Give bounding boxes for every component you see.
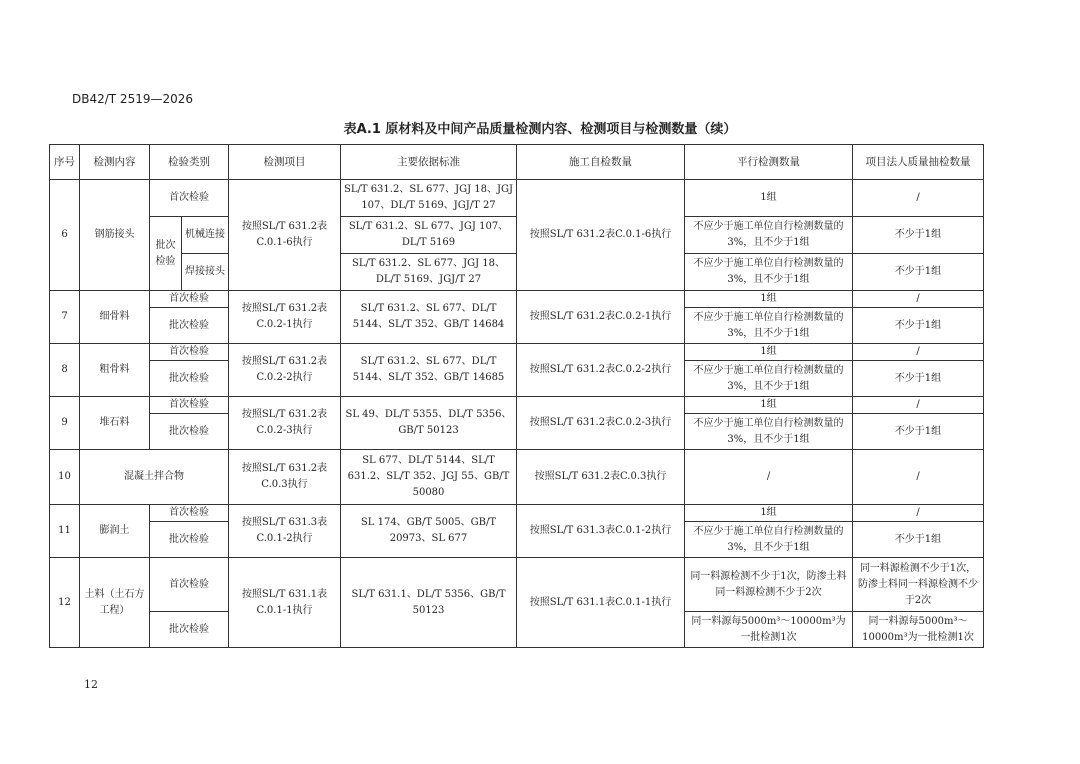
- item-cell: 按照SL/T 631.3表C.0.1-2执行: [229, 505, 341, 558]
- item-cell: 按照SL/T 631.1表C.0.1-1执行: [229, 558, 341, 648]
- parallel-cell: 同一料源每5000m³～10000m³为一批检测1次: [685, 612, 853, 648]
- standard-cell: SL/T 631.2、SL 677、JGJ 18、DL/T 5169、JGJ/T 27: [341, 254, 517, 291]
- content-cell: 土料（土石方工程）: [80, 558, 150, 648]
- seq-cell: 11: [50, 505, 80, 558]
- table-title: 表A.1 原材料及中间产品质量检测内容、检测项目与检测数量（续）: [343, 122, 737, 137]
- self-check-cell: 按照SL/T 631.1表C.0.1-1执行: [517, 558, 685, 648]
- col-header-seq: 序号: [50, 145, 80, 180]
- table-row: [50, 397, 984, 414]
- parallel-cell: 1组: [685, 344, 853, 361]
- type-cell: 批次检验: [150, 308, 229, 344]
- parallel-cell: 不应少于施工单位自行检测数量的3%，且不少于1组: [685, 414, 853, 450]
- content-cell: 膨润土: [80, 505, 150, 558]
- type-cell: 批次检验: [150, 361, 229, 397]
- type-cell: 批次检验: [150, 522, 229, 558]
- parallel-cell: 1组: [685, 291, 853, 308]
- seq-cell: 9: [50, 397, 80, 450]
- col-header-standard: 主要依据标准: [341, 145, 517, 180]
- col-header-type: 检验类别: [150, 145, 229, 180]
- standard-cell: SL 49、DL/T 5355、DL/T 5356、GB/T 50123: [341, 397, 517, 450]
- item-cell: 按照SL/T 631.2表C.0.3执行: [229, 450, 341, 505]
- seq-cell: 10: [50, 450, 80, 505]
- type-cell: 首次检验: [150, 558, 229, 612]
- self-check-cell: 按照SL/T 631.2表C.0.2-3执行: [517, 397, 685, 450]
- owner-cell: 同一料源每5000m³～10000m³为一批检测1次: [853, 612, 984, 648]
- col-header-parallel: 平行检测数量: [685, 145, 853, 180]
- owner-cell: /: [853, 505, 984, 522]
- content-cell: 混凝土拌合物: [80, 450, 229, 505]
- parallel-cell: 1组: [685, 397, 853, 414]
- owner-cell: /: [853, 344, 984, 361]
- owner-cell: 同一料源检测不少于1次，防渗土料同一料源检测不少于2次: [853, 558, 984, 612]
- seq-cell: 8: [50, 344, 80, 397]
- standard-cell: SL 677、DL/T 5144、SL/T 631.2、SL/T 352、JGJ 55、GB/T 50080: [341, 450, 517, 505]
- header-row: [50, 145, 984, 180]
- type-cell: 首次检验: [150, 180, 229, 217]
- parallel-cell: 同一料源检测不少于1次，防渗土料同一料源检测不少于2次: [685, 558, 853, 612]
- standard-cell: SL/T 631.2、SL 677、JGJ 107、DL/T 5169: [341, 217, 517, 254]
- type-cell: 首次检验: [150, 397, 229, 414]
- owner-cell: 不少于1组: [853, 361, 984, 397]
- content-cell: 堆石料: [80, 397, 150, 450]
- parallel-cell: 不应少于施工单位自行检测数量的3%，且不少于1组: [685, 217, 853, 254]
- type-cell: 首次检验: [150, 291, 229, 308]
- owner-cell: 不少于1组: [853, 308, 984, 344]
- parallel-cell: 不应少于施工单位自行检测数量的3%，且不少于1组: [685, 522, 853, 558]
- table-row: [50, 180, 984, 217]
- standard-cell: SL 174、GB/T 5005、GB/T 20973、SL 677: [341, 505, 517, 558]
- col-header-owner: 项目法人质量抽检数量: [853, 145, 984, 180]
- content-cell: 细骨料: [80, 291, 150, 344]
- parallel-cell: 不应少于施工单位自行检测数量的3%，且不少于1组: [685, 254, 853, 291]
- content-cell: 粗骨料: [80, 344, 150, 397]
- owner-cell: 不少于1组: [853, 254, 984, 291]
- item-cell: 按照SL/T 631.2表C.0.1-6执行: [229, 180, 341, 291]
- owner-cell: 不少于1组: [853, 522, 984, 558]
- parallel-cell: 1组: [685, 180, 853, 217]
- owner-cell: /: [853, 397, 984, 414]
- owner-cell: /: [853, 291, 984, 308]
- content-cell: 钢筋接头: [80, 180, 150, 291]
- parallel-cell: 不应少于施工单位自行检测数量的3%，且不少于1组: [685, 361, 853, 397]
- type-cell: 批次检验: [150, 414, 229, 450]
- table-row: [50, 450, 984, 505]
- inspection-table: [49, 144, 984, 648]
- subtype-cell: 机械连接: [182, 217, 229, 254]
- self-check-cell: 按照SL/T 631.2表C.0.2-2执行: [517, 344, 685, 397]
- table-row: [50, 505, 984, 522]
- type-cell: 首次检验: [150, 505, 229, 522]
- standard-cell: SL/T 631.2、SL 677、DL/T 5144、SL/T 352、GB/T 14684: [341, 291, 517, 344]
- owner-cell: 不少于1组: [853, 217, 984, 254]
- standard-cell: SL/T 631.2、SL 677、JGJ 18、JGJ 107、DL/T 5169、JGJ/T 27: [341, 180, 517, 217]
- table-row: [50, 291, 984, 308]
- self-check-cell: 按照SL/T 631.2表C.0.2-1执行: [517, 291, 685, 344]
- type-cell: 批次检验: [150, 217, 182, 291]
- type-cell: 首次检验: [150, 344, 229, 361]
- col-header-item: 检测项目: [229, 145, 341, 180]
- self-check-cell: 按照SL/T 631.3表C.0.1-2执行: [517, 505, 685, 558]
- col-header-self-check: 施工自检数量: [517, 145, 685, 180]
- parallel-cell: 不应少于施工单位自行检测数量的3%，且不少于1组: [685, 308, 853, 344]
- standard-cell: SL/T 631.2、SL 677、DL/T 5144、SL/T 352、GB/T 14685: [341, 344, 517, 397]
- seq-cell: 6: [50, 180, 80, 291]
- owner-cell: /: [853, 450, 984, 505]
- seq-cell: 7: [50, 291, 80, 344]
- item-cell: 按照SL/T 631.2表C.0.2-2执行: [229, 344, 341, 397]
- owner-cell: 不少于1组: [853, 414, 984, 450]
- item-cell: 按照SL/T 631.2表C.0.2-3执行: [229, 397, 341, 450]
- owner-cell: /: [853, 180, 984, 217]
- table-row: [50, 344, 984, 361]
- parallel-cell: 1组: [685, 505, 853, 522]
- self-check-cell: 按照SL/T 631.2表C.0.3执行: [517, 450, 685, 505]
- seq-cell: 12: [50, 558, 80, 648]
- page-number: 12: [84, 678, 98, 691]
- self-check-cell: 按照SL/T 631.2表C.0.1-6执行: [517, 180, 685, 291]
- standard-cell: SL/T 631.1、DL/T 5356、GB/T 50123: [341, 558, 517, 648]
- col-header-content: 检测内容: [80, 145, 150, 180]
- document-code: DB42/T 2519—2026: [72, 92, 194, 106]
- parallel-cell: /: [685, 450, 853, 505]
- table-row: [50, 558, 984, 612]
- subtype-cell: 焊接接头: [182, 254, 229, 291]
- type-cell: 批次检验: [150, 612, 229, 648]
- item-cell: 按照SL/T 631.2表C.0.2-1执行: [229, 291, 341, 344]
